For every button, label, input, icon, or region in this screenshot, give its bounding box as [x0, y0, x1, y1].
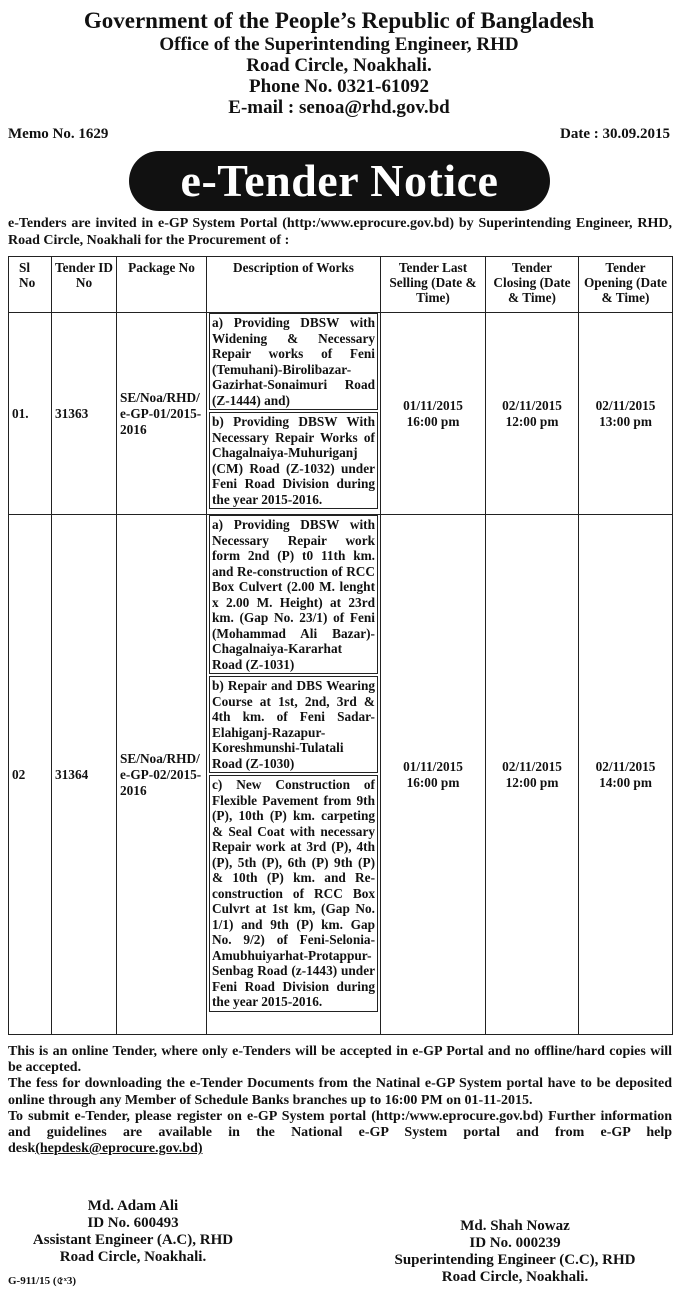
note-register-text: To submit e-Tender, please register on e-GP System portal (http:/www.eprocure.gov.bd) Further information and guidelines are available in the National e-GP System portal and from e-GP help desk: [8, 1108, 672, 1157]
opening-time: 13:00 pm: [599, 413, 652, 429]
opening-date: 02/11/2015: [595, 397, 656, 413]
note-fees: The fess for downloading the e-Tender Documents from the Natinal e-GP System portal have to be deposited online through any Member of Schedule Banks branches up to 16:00 PM on 01-11-2015.: [8, 1076, 672, 1108]
col-header-tender-id: Tender ID No: [52, 257, 117, 313]
signatory-assistant: [8, 1198, 258, 1266]
work-item: a) Providing DBSW with Widening & Necessary Repair works of Feni (Temuhani)-Birolibazar-Gazirhat-Sonaimuri Road (Z-1444) and): [209, 313, 378, 410]
selling-date: 01/11/2015: [403, 758, 463, 774]
footer-notes: [8, 1044, 672, 1157]
office-phone: Phone No. 0321-61092: [249, 76, 429, 97]
signatory-office: Road Circle, Noakhali.: [59, 1249, 207, 1265]
row-sl: 02: [9, 515, 52, 1035]
table-row: [9, 515, 673, 1035]
signatory-name: Md. Adam Ali: [87, 1198, 179, 1214]
table-header-row: [9, 257, 673, 313]
row-tender-id: 31364: [52, 515, 117, 1035]
table-row: [9, 313, 673, 515]
row-closing: [486, 313, 579, 515]
memo-row: [8, 126, 670, 143]
helpdesk-email-link[interactable]: (hepdesk@eprocure.gov.bd): [35, 1141, 203, 1157]
row-sl: 01.: [9, 313, 52, 515]
closing-date: 02/11/2015: [502, 758, 562, 774]
tender-table: [8, 256, 673, 1035]
row-selling: [381, 313, 486, 515]
govt-title: Government of the People’s Republic of Bangladesh: [83, 8, 595, 33]
notice-banner: e-Tender Notice: [129, 151, 550, 211]
selling-time: 16:00 pm: [406, 774, 460, 790]
row-description: [207, 515, 381, 1035]
publication-code: G-911/15 (৫ˣ3): [8, 1275, 77, 1287]
signatory-id: ID No. 000239: [469, 1235, 561, 1251]
notice-date: Date : 30.09.2015: [560, 126, 670, 142]
work-item: c) New Construction of Flexible Pavement from 9th (P), 10th (P) km. carpeting & Seal Coat with necessary Repair work at 3rd (P), 4th (P), 5th (P), 6th (P) 9th (P) & 10th (P) km. and Re-construction of RCC Box Culvrt at 1st km, (Gap No. 1/1) and 9th (P) km. Gap No. 9/2) of Feni-Selonia-Amubhuiyarhat-Protappur-Senbag Road (z-1443) under Feni Road Division during the year 2015-2016.: [209, 775, 378, 1012]
col-header-selling: Tender Last Selling (Date & Time): [381, 257, 486, 313]
letterhead: [0, 0, 678, 118]
closing-time: 12:00 pm: [505, 413, 559, 429]
row-package: SE/Noa/RHD/ e-GP-01/2015- 2016: [117, 313, 207, 515]
work-item: b) Providing DBSW With Necessary Repair Works of Chagalnaiya-Muhuriganj (CM) Road (Z-1032) under Feni Road Division during the year 2015-2016.: [209, 412, 378, 509]
signatory-office: Road Circle, Noakhali.: [441, 1269, 589, 1285]
col-header-description: Description of Works: [207, 257, 381, 313]
col-header-package: Package No: [117, 257, 207, 313]
col-header-opening: Tender Opening (Date & Time): [579, 257, 673, 313]
closing-time: 12:00 pm: [505, 774, 559, 790]
memo-number: Memo No. 1629: [8, 126, 109, 142]
col-header-closing: Tender Closing (Date & Time): [486, 257, 579, 313]
signatory-title: Assistant Engineer (A.C), RHD: [32, 1232, 234, 1248]
row-description: [207, 313, 381, 515]
row-closing: [486, 515, 579, 1035]
row-opening: [579, 313, 673, 515]
signatory-superintending: [360, 1218, 670, 1286]
col-header-sl: Sl No: [9, 257, 52, 313]
selling-time: 16:00 pm: [406, 413, 460, 429]
closing-date: 02/11/2015: [502, 397, 562, 413]
signatory-name: Md. Shah Nowaz: [460, 1218, 570, 1234]
work-item: a) Providing DBSW with Necessary Repair work form 2nd (P) t0 11th km. and Re-construction of RCC Box Culvert (2.00 M. lenght x 2.00 M. Height) at 23rd km. (Gap No. 23/1) of Feni (Mohammad Ali Bazar)-Chagalnaiya-Kararhat Road (Z-1031): [209, 515, 378, 674]
row-opening: [579, 515, 673, 1035]
office-circle: Road Circle, Noakhali.: [246, 55, 432, 76]
office-name: Office of the Superintending Engineer, RHD: [159, 34, 519, 55]
work-item: b) Repair and DBS Wearing Course at 1st, 2nd, 3rd & 4th km. of Feni Sadar-Elahiganj-Razapur-Koreshmunshi-Tulatali Road (Z-1030): [209, 676, 378, 773]
row-selling: [381, 515, 486, 1035]
note-register: [8, 1109, 672, 1158]
opening-date: 02/11/2015: [595, 758, 656, 774]
row-tender-id: 31363: [52, 313, 117, 515]
selling-date: 01/11/2015: [403, 397, 463, 413]
intro-text: e-Tenders are invited in e-GP System Portal (http:/www.eprocure.gov.bd) by Superintending Engineer, RHD, Road Circle, Noakhali for the Procurement of :: [8, 216, 672, 248]
signatory-title: Superintending Engineer (C.C), RHD: [394, 1252, 636, 1268]
signatory-id: ID No. 600493: [87, 1215, 179, 1231]
note-online: This is an online Tender, where only e-Tenders will be accepted in e-GP Portal and no offline/hard copies will be accepted.: [8, 1044, 672, 1076]
opening-time: 14:00 pm: [599, 774, 652, 790]
row-package: SE/Noa/RHD/ e-GP-02/2015- 2016: [117, 515, 207, 1035]
office-email: E-mail : senoa@rhd.gov.bd: [228, 97, 450, 118]
